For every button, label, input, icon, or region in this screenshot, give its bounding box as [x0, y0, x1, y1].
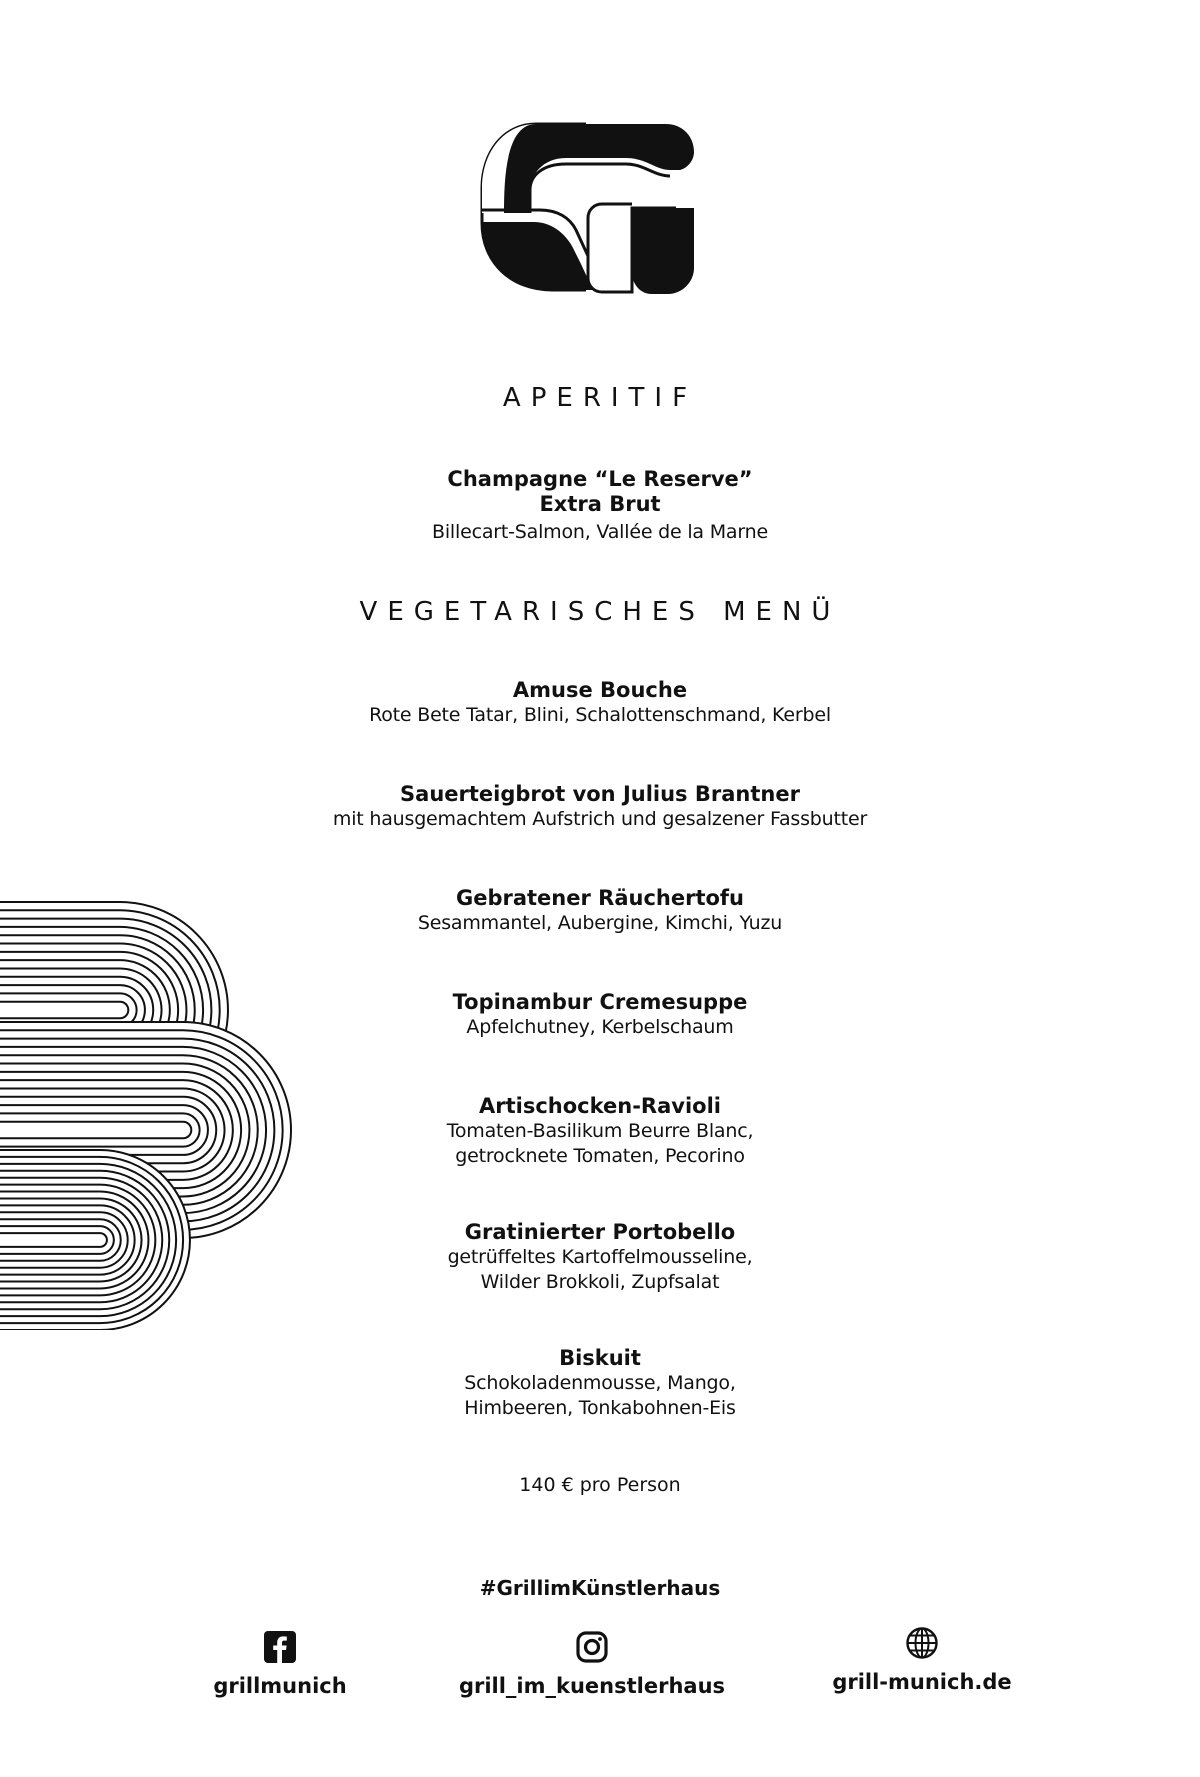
menu-heading: VEGETARISCHES MENÜ — [359, 597, 841, 627]
course-name: Topinambur Cremesuppe — [452, 990, 748, 1014]
course-item — [200, 782, 1000, 832]
aperitif-producer: Billecart-Salmon, Vallée de la Marne — [432, 521, 768, 543]
instagram-handle: grill_im_kuenstlerhaus — [458, 1674, 726, 1698]
course-description: getrüffeltes Kartoffelmousseline, — [447, 1246, 753, 1268]
course-description: Tomaten-Basilikum Beurre Blanc, — [446, 1120, 754, 1142]
course-item — [200, 886, 1000, 936]
course-name: Gebratener Räuchertofu — [455, 886, 745, 910]
course-description: Himbeeren, Tonkabohnen-Eis — [464, 1397, 736, 1419]
course-description: Schokoladenmousse, Mango, — [464, 1372, 736, 1394]
instagram-icon — [575, 1630, 609, 1664]
course-item — [200, 678, 1000, 728]
course-description: Wilder Brokkoli, Zupfsalat — [480, 1271, 720, 1293]
aperitif-wine-line1: Champagne “Le Reserve” — [447, 467, 753, 491]
course-item — [200, 1346, 1000, 1421]
course-name: Biskuit — [559, 1346, 641, 1370]
course-description: Apfelchutney, Kerbelschaum — [466, 1016, 734, 1038]
course-name: Sauerteigbrot von Julius Brantner — [400, 782, 800, 806]
website-link[interactable] — [742, 1626, 1102, 1694]
course-item — [200, 990, 1000, 1040]
aperitif-wine-line2: Extra Brut — [539, 492, 661, 516]
course-item — [200, 1220, 1000, 1295]
course-description: Sesammantel, Aubergine, Kimchi, Yuzu — [417, 912, 783, 934]
facebook-link[interactable] — [100, 1630, 460, 1698]
course-name: Amuse Bouche — [512, 678, 688, 702]
restaurant-logo — [476, 118, 698, 296]
hashtag: #GrillimKünstlerhaus — [479, 1576, 721, 1600]
course-name: Gratinierter Portobello — [464, 1220, 736, 1244]
facebook-icon — [263, 1630, 297, 1664]
aperitif-item — [200, 467, 1000, 545]
menu-price: 140 € pro Person — [519, 1474, 681, 1496]
facebook-handle: grillmunich — [213, 1674, 347, 1698]
aperitif-heading: APERITIF — [502, 383, 698, 413]
globe-icon — [905, 1626, 939, 1660]
instagram-link[interactable] — [412, 1630, 772, 1698]
course-description: Rote Bete Tatar, Blini, Schalottenschmand, Kerbel — [369, 704, 831, 726]
course-item — [200, 1094, 1000, 1169]
course-description: getrocknete Tomaten, Pecorino — [455, 1145, 745, 1167]
website-url: grill-munich.de — [832, 1670, 1012, 1694]
course-description: mit hausgemachtem Aufstrich und gesalzener Fassbutter — [332, 808, 868, 830]
course-name: Artischocken-Ravioli — [479, 1094, 721, 1118]
